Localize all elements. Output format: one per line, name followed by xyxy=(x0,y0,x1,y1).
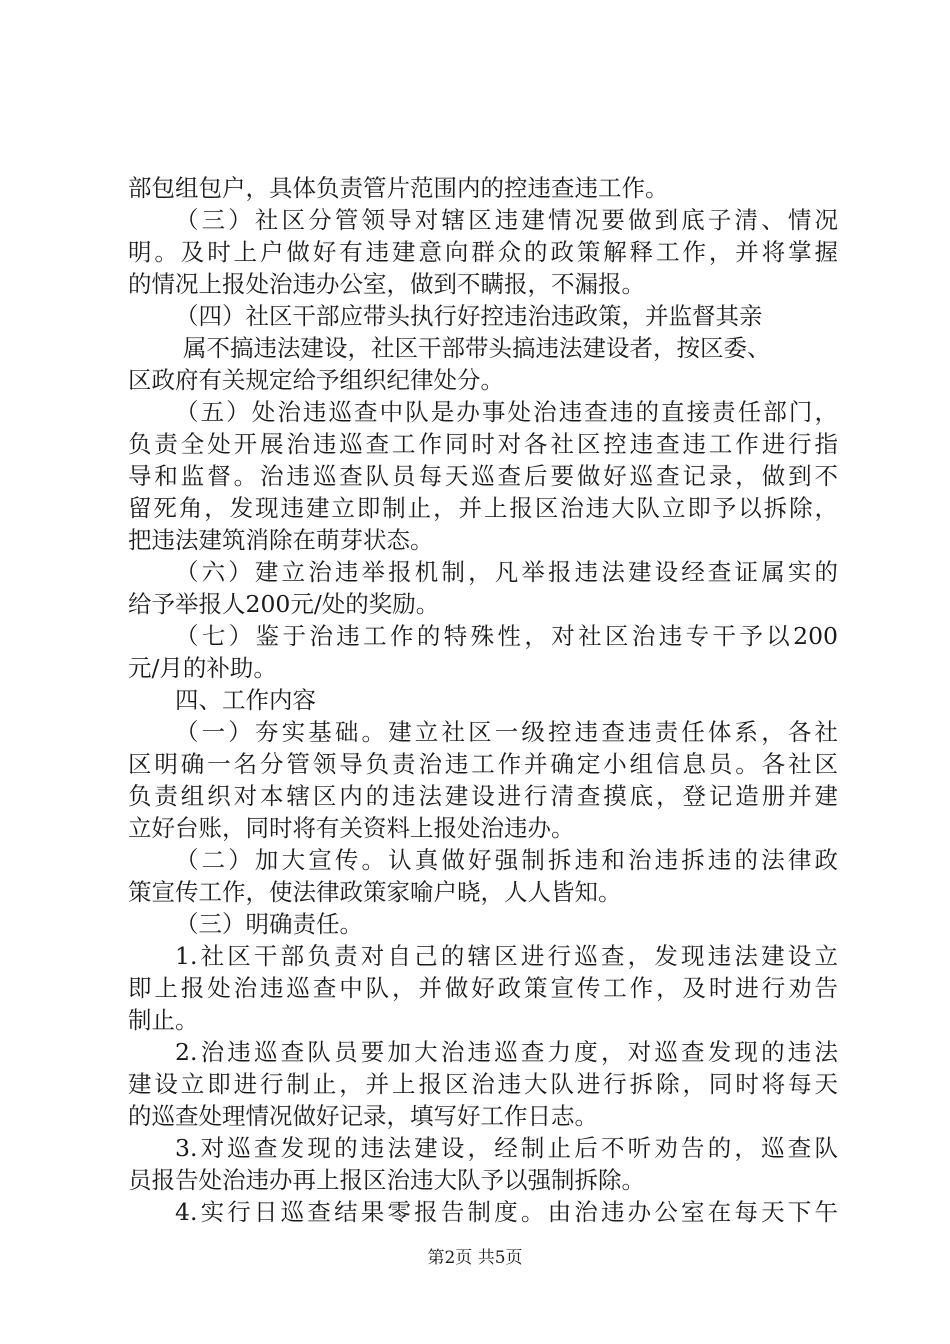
text-line: （一）夯实基础。建立社区一级控违查违责任体系，各社 xyxy=(175,718,838,746)
page-footer: 第2页 共5页 xyxy=(427,1248,523,1268)
text-line: 导和监督。治违巡查队员每天巡查后要做好巡查记录，做到不 xyxy=(128,462,838,490)
text-line: 元/月的补助。 xyxy=(128,654,277,682)
text-line: 的情况上报处治违办公室，做到不瞒报，不漏报。 xyxy=(128,270,645,298)
text-line: 1.社区干部负责对自己的辖区进行巡查，发现违法建设立 xyxy=(175,942,838,970)
text-line: 员报告处治违办再上报区治违大队予以强制拆除。 xyxy=(128,1166,645,1194)
text-line: （五）处治违巡查中队是办事处治违查违的直接责任部门， xyxy=(175,398,838,426)
text-line: 给予举报人200元/处的奖励。 xyxy=(128,590,440,618)
text-line: 策宣传工作，使法律政策家喻户晓，人人皆知。 xyxy=(128,878,622,906)
text-line: 区政府有关规定给予组织纪律处分。 xyxy=(128,366,504,394)
text-line: 区明确一名分管领导负责治违工作并确定小组信息员。各社区 xyxy=(128,750,838,778)
text-line: （七）鉴于治违工作的特殊性，对社区治违专干予以200 xyxy=(175,622,838,650)
text-line: 负责全处开展治违巡查工作同时对各社区控违查违工作进行指 xyxy=(128,430,838,458)
text-line: 留死角，发现违建立即制止，并上报区治违大队立即予以拆除， xyxy=(128,494,838,522)
text-line: 3.对巡查发现的违法建设，经制止后不听劝告的，巡查队 xyxy=(175,1134,838,1162)
text-line: 部包组包户，具体负责管片范围内的控违查违工作。 xyxy=(128,174,669,202)
text-line: 负责组织对本辖区内的违法建设进行清查摸底，登记造册并建 xyxy=(128,782,838,810)
text-line: （三）明确责任。 xyxy=(175,910,363,938)
section-heading: 四、工作内容 xyxy=(175,686,316,714)
text-line: 明。及时上户做好有违建意向群众的政策解释工作，并将掌握 xyxy=(128,238,838,266)
text-line: 4.实行日巡查结果零报告制度。由治违办公室在每天下午 xyxy=(175,1198,838,1226)
text-line: （二）加大宣传。认真做好强制拆违和治违拆违的法律政 xyxy=(175,846,838,874)
text-line: 2.治违巡查队员要加大治违巡查力度，对巡查发现的违法 xyxy=(175,1038,838,1066)
text-line: 的巡查处理情况做好记录，填写好工作日志。 xyxy=(128,1102,598,1130)
text-line: 建设立即进行制止，并上报区治违大队进行拆除，同时将每天 xyxy=(128,1070,838,1098)
document-body xyxy=(128,172,838,1228)
text-line: 属不搞违法建设，社区干部带头搞违法建设者，按区委、 xyxy=(183,334,771,362)
text-line: 即上报处治违巡查中队，并做好政策宣传工作，及时进行劝告 xyxy=(128,974,838,1002)
text-line: 制止。 xyxy=(128,1006,199,1034)
text-line: （四）社区干部应带头执行好控违治违政策，并监督其亲 xyxy=(175,302,763,330)
text-line: （六）建立治违举报机制，凡举报违法建设经查证属实的 xyxy=(175,558,838,586)
text-line: 立好台账，同时将有关资料上报处治违办。 xyxy=(128,814,575,842)
text-line: （三）社区分管领导对辖区违建情况要做到底子清、情况 xyxy=(175,206,838,234)
text-line: 把违法建筑消除在萌芽状态。 xyxy=(128,526,434,554)
